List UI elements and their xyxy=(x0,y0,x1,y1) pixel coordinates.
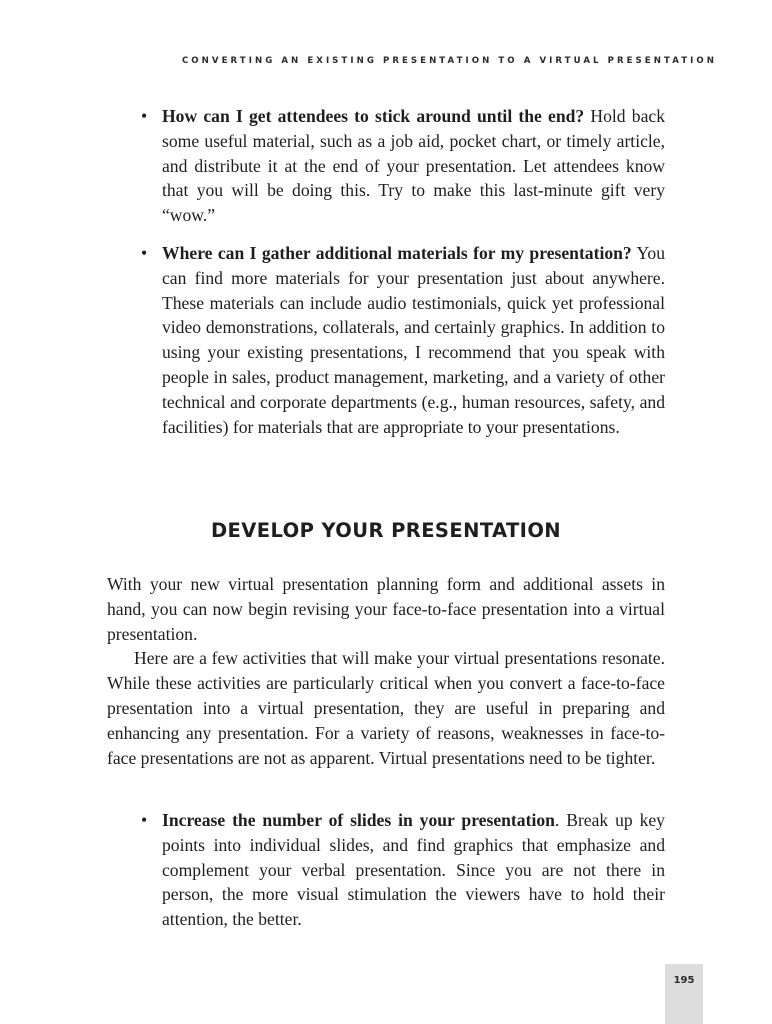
bottom-bullet-list xyxy=(0,808,772,932)
list-item xyxy=(141,808,665,932)
bullet-text: Hold back some useful material, such as a job aid, pocket chart, or timely article, and distribute it at the end of your presentation. Let attendees know that you will be doing this. Try to make this last-minute gift very “wow.” xyxy=(162,106,665,226)
bullet-text: . Break up key points into individual slides, and find graphics that emphasize and complement your verbal presentation. Since you are not there in person, the more visual stimulation the viewers have to hold their attention, the better. xyxy=(162,810,665,930)
bullet-term: Where can I gather additional materials for my presentation? xyxy=(162,242,632,263)
paragraph: With your new virtual presentation planning form and additional assets in hand, you can now begin revising your face-to-face presentation into a virtual presentation. xyxy=(107,574,665,644)
bullet-icon: • xyxy=(141,242,148,263)
bullet-icon: • xyxy=(141,810,148,830)
top-bullet-list xyxy=(0,104,772,439)
section-heading: DEVELOP YOUR PRESENTATION xyxy=(210,519,562,542)
bullet-text: You can find more materials for your presentation just about anywhere. These materials can include audio testimonials, quick yet professional video demonstrations, collaterals, and certainly graphics. In addition to using your existing presentations, I recommend that you speak with people in sales, product management, marketing, and a variety of other technical and corporate departments (e.g., human resources, safety, and facilities) for materials that are appropriate to your presentations. xyxy=(162,242,665,437)
body-text xyxy=(107,572,665,770)
bullet-term: How can I get attendees to stick around until the end? xyxy=(162,106,585,126)
page-number: 195 xyxy=(673,975,695,986)
bullet-icon: • xyxy=(141,106,148,126)
paragraph: Here are a few activities that will make your virtual presentations resonate. While these activities are particularly critical when you convert a face-to-face presentation into a virtual presentation, they are useful in preparing and enhancing any presentation. For a variety of reasons, weaknesses in face-to-face presentations are not as apparent. Virtual presentations need to be tighter. xyxy=(107,648,665,768)
list-item xyxy=(141,104,665,228)
running-head: CONVERTING AN EXISTING PRESENTATION TO A VIRTUAL PRESENTATION xyxy=(181,56,717,66)
page-number-tab xyxy=(665,964,703,1024)
bullet-term: Increase the number of slides in your presentation xyxy=(162,810,555,830)
list-item xyxy=(141,241,665,439)
